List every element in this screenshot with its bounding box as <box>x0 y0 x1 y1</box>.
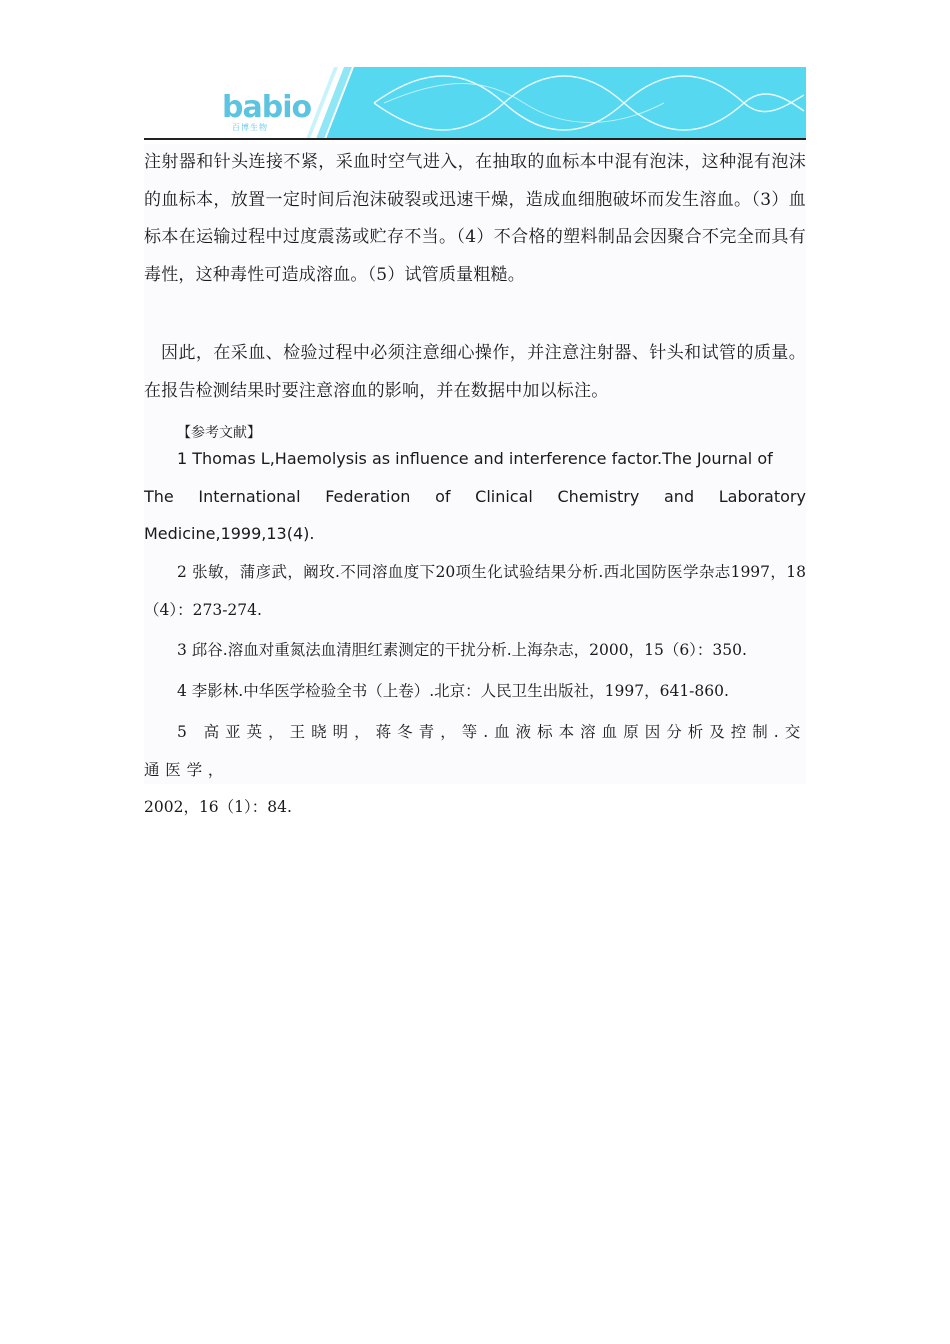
document-body <box>144 144 806 816</box>
banner-panel <box>326 67 806 139</box>
reference-line-justified <box>144 478 806 516</box>
reference-line: 1 Thomas L,Haemolysis as influence and interference factor.The Journal of <box>177 449 773 468</box>
reference-word: Federation <box>325 486 411 506</box>
reference-item: 2 张敏，蒲彦武，阚玫.不同溶血度下20项生化试验结果分析.西北国防医学杂志1997，18（4）：273-274. <box>144 563 806 619</box>
reference-line: 2002，16（1）：84. <box>144 798 292 816</box>
reference-word: Chemistry <box>557 486 640 506</box>
reference-item <box>144 714 806 827</box>
reference-word: Laboratory <box>718 486 806 506</box>
body-paragraph: 因此，在采血、检验过程中必须注意细心操作，并注意注射器、针头和试管的质量。在报告检测结果时要注意溶血的影响，并在数据中加以标注。 <box>144 343 806 401</box>
reference-item: 4 李影林.中华医学检验全书（上卷）.北京：人民卫生出版社，1997，641-860. <box>177 682 729 700</box>
reference-line: Medicine,1999,13(4). <box>144 524 315 543</box>
references-heading: 【参考文献】 <box>177 425 261 441</box>
brand-logo-subtitle: 百博生物 <box>232 123 268 132</box>
reference-item: 3 邱谷.溶血对重氮法血清胆红素测定的干扰分析.上海杂志，2000，15（6）：350. <box>177 641 747 659</box>
reference-item <box>144 440 806 553</box>
reference-word: The <box>144 486 174 506</box>
reference-word: and <box>664 486 695 506</box>
reference-word: Clinical <box>475 486 533 506</box>
reference-line: 5 高亚英，王晓明，蒋冬青，等.血液标本溶血原因分析及控制.交通医学， <box>144 723 806 779</box>
reference-word: of <box>435 486 451 506</box>
header-divider <box>144 138 806 140</box>
body-paragraph: 注射器和针头连接不紧，采血时空气进入，在抽取的血标本中混有泡沫，这种混有泡沫的血标本，放置一定时间后泡沫破裂或迅速干燥，造成血细胞破坏而发生溶血。（3）血标本在运输过程中过度震荡或贮存不当。（4）不合格的塑料制品会因聚合不完全而具有毒性，这种毒性可造成溶血。（5）试管质量粗糙。 <box>144 152 806 285</box>
reference-word: International <box>198 486 301 506</box>
brand-logo: babio <box>222 90 312 125</box>
page-header-banner <box>144 67 806 139</box>
